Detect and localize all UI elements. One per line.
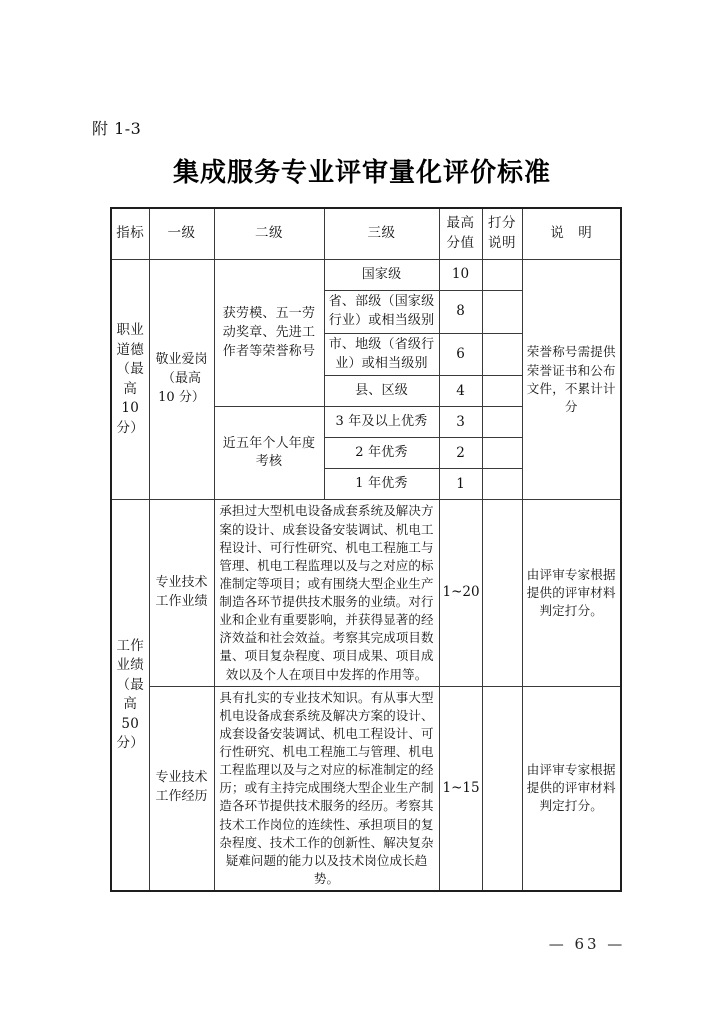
evaluation-table-container: [110, 207, 620, 892]
max-score-cell: 10: [439, 260, 482, 291]
max-score-cell: 8: [439, 291, 482, 334]
score-note-cell: [482, 376, 522, 407]
column-header-level1: 一级: [149, 208, 214, 260]
indicator-cell-performance: 工作业绩（最高 50 分）: [111, 500, 149, 891]
table-row: [111, 500, 621, 686]
max-score-cell: 1: [439, 469, 482, 500]
score-note-cell: [482, 500, 522, 686]
level3-cell-two-years: 2 年优秀: [324, 438, 439, 469]
indicator-cell-ethics: 职业道德（最高 10 分）: [111, 260, 149, 500]
page-number-text: — 63 —: [548, 935, 626, 953]
table-header-row: [111, 208, 621, 260]
max-score-cell: 1~20: [439, 500, 482, 686]
level3-cell-tech-performance-detail: 承担过大型机电设备成套系统及解决方案的设计、成套设备安装调试、机电工程设计、可行性研究、机电工程施工与管理、机电工程监理以及与之对应的标准制定等项目；或有围绕大型企业生产制造各环节提供技术服务的业绩。对行业和企业有重要影响，并获得显著的经济效益和社会效益。考察其完成项目数量、项目复杂程度、项目成果、项目成效以及个人在项目中发挥的作用等。: [214, 500, 439, 686]
max-score-cell: 6: [439, 333, 482, 376]
score-note-cell: [482, 407, 522, 438]
score-note-cell: [482, 333, 522, 376]
level3-cell-one-year: 1 年优秀: [324, 469, 439, 500]
level3-cell-provincial: 省、部级（国家级行业）或相当级别: [324, 291, 439, 334]
column-header-description: 说 明: [522, 208, 621, 260]
max-score-cell: 2: [439, 438, 482, 469]
level2-cell-honors: 获劳模、五一劳动奖章、先进工作者等荣誉称号: [214, 260, 324, 407]
level1-cell-tech-performance: 专业技术工作业绩: [149, 500, 214, 686]
page-number: [0, 935, 724, 953]
level3-cell-three-years: 3 年及以上优秀: [324, 407, 439, 438]
score-note-cell: [482, 260, 522, 291]
column-header-indicator: 指标: [111, 208, 149, 260]
column-header-level2: 二级: [214, 208, 324, 260]
level2-cell-annual-review: 近五年个人年度考核: [214, 407, 324, 500]
level3-cell-national: 国家级: [324, 260, 439, 291]
score-note-cell: [482, 469, 522, 500]
description-cell-expert-judgement: 由评审专家根据提供的评审材料判定打分。: [522, 686, 621, 891]
score-note-cell: [482, 438, 522, 469]
evaluation-standard-table: [110, 207, 622, 892]
max-score-cell: 3: [439, 407, 482, 438]
description-cell-honors: 荣誉称号需提供荣誉证书和公布文件，不累计计分: [522, 260, 621, 500]
attachment-label: 附 1-3: [92, 119, 142, 138]
level3-cell-county: 县、区级: [324, 376, 439, 407]
column-header-score-note: 打分说明: [482, 208, 522, 260]
level3-cell-municipal: 市、地级（省级行业）或相当级别: [324, 333, 439, 376]
table-row: [111, 260, 621, 291]
score-note-cell: [482, 291, 522, 334]
page-title: 集成服务专业评审量化评价标准: [172, 158, 551, 188]
max-score-cell: 4: [439, 376, 482, 407]
column-header-level3: 三级: [324, 208, 439, 260]
max-score-cell: 1~15: [439, 686, 482, 891]
table-row: [111, 686, 621, 891]
level1-cell-tech-experience: 专业技术工作经历: [149, 686, 214, 891]
score-note-cell: [482, 686, 522, 891]
description-cell-expert-judgement: 由评审专家根据提供的评审材料判定打分。: [522, 500, 621, 686]
level1-cell-dedication: 敬业爱岗（最高 10 分）: [149, 260, 214, 500]
level3-cell-tech-experience-detail: 具有扎实的专业技术知识。有从事大型机电设备成套系统及解决方案的设计、成套设备安装调试、机电工程设计、可行性研究、机电工程施工与管理、机电工程监理以及与之对应的标准制定的经历；或有主持完成围绕大型企业生产制造各环节提供技术服务的经历。考察其技术工作岗位的连续性、承担项目的复杂程度、技术工作的创新性、解决复杂疑难问题的能力以及技术岗位成长趋势。: [214, 686, 439, 891]
column-header-max-score: 最高分值: [439, 208, 482, 260]
